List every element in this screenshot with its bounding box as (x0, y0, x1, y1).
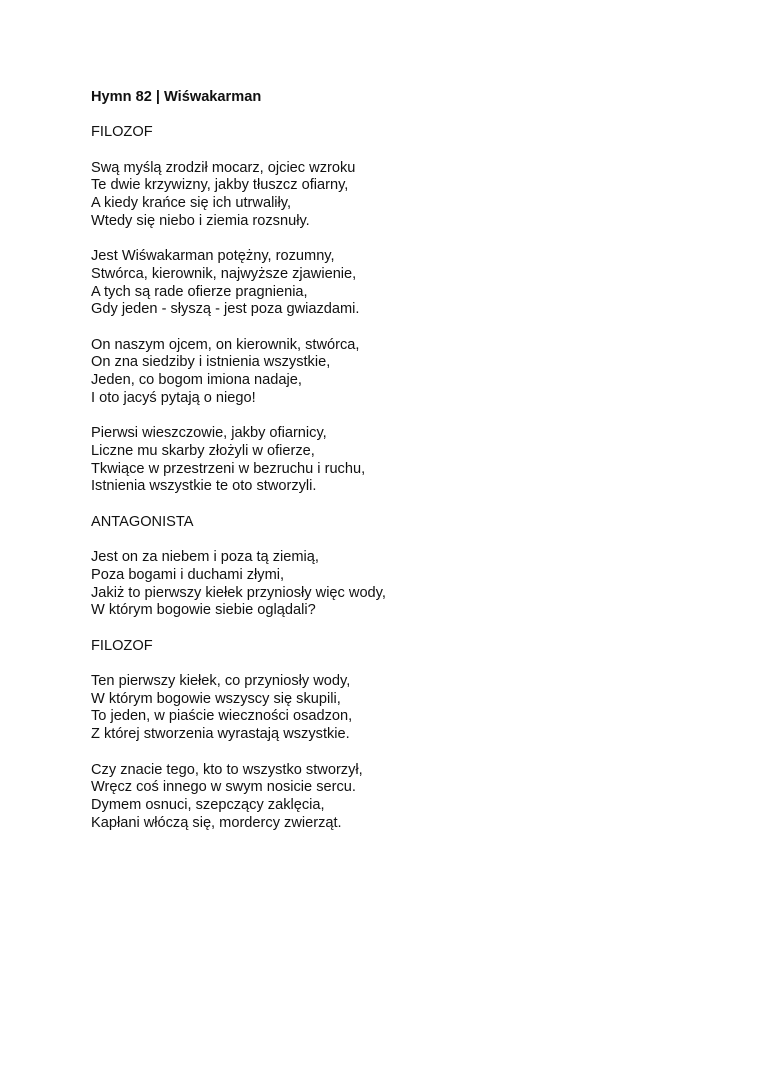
block-spacer (91, 744, 711, 762)
verse-line: Liczne mu skarby złożyli w ofierze, (91, 442, 315, 459)
block-spacer (91, 107, 711, 125)
verse-line: W którym bogowie siebie oglądali? (91, 602, 316, 619)
verse-line: Z której stworzenia wyrastają wszystkie. (91, 726, 350, 743)
stanza (91, 549, 711, 620)
verse-line: Swą myślą zrodził mocarz, ojciec wzroku (91, 159, 356, 176)
stanza (91, 160, 711, 231)
block-spacer (91, 496, 711, 514)
stanza (91, 425, 711, 496)
verse-line: A tych są rade ofierze pragnienia, (91, 283, 308, 300)
block-spacer (91, 231, 711, 249)
poem-body (91, 107, 711, 833)
stanza (91, 248, 711, 319)
verse-line: To jeden, w piaście wieczności osadzon, (91, 708, 353, 725)
block-spacer (91, 319, 711, 337)
speaker-label: FILOZOF (91, 637, 153, 654)
verse-line: Pierwsi wieszczowie, jakby ofiarnicy, (91, 425, 327, 442)
verse-line: Tkwiące w przestrzeni w bezruchu i ruchu, (91, 460, 366, 477)
verse-line: I oto jacyś pytają o niego! (91, 389, 256, 406)
verse-line: Ten pierwszy kiełek, co przyniosły wody, (91, 673, 351, 690)
verse-line: W którym bogowie wszyscy się skupili, (91, 690, 341, 707)
verse-line: Wtedy się niebo i ziemia rozsnuły. (91, 212, 310, 229)
block-spacer (91, 142, 711, 160)
verse-line: Jest Wiśwakarman potężny, rozumny, (91, 248, 335, 265)
document-page (91, 89, 711, 832)
stanza (91, 762, 711, 833)
verse-line: Jeden, co bogom imiona nadaje, (91, 372, 302, 389)
speaker-label: ANTAGONISTA (91, 513, 194, 530)
verse-line: Czy znacie tego, kto to wszystko stworzył, (91, 761, 363, 778)
stanza (91, 337, 711, 408)
block-spacer (91, 655, 711, 673)
verse-line: Istnienia wszystkie te oto stworzyli. (91, 478, 317, 495)
block-spacer (91, 408, 711, 426)
verse-line: Gdy jeden - słyszą - jest poza gwiazdami. (91, 301, 360, 318)
verse-line: On naszym ojcem, on kierownik, stwórca, (91, 336, 360, 353)
verse-line: Wręcz coś innego w swym nosicie sercu. (91, 779, 356, 796)
speaker-label: FILOZOF (91, 124, 153, 141)
verse-line: Stwórca, kierownik, najwyższe zjawienie, (91, 265, 357, 282)
block-spacer (91, 620, 711, 638)
verse-line: Kapłani włóczą się, mordercy zwierząt. (91, 814, 342, 831)
stanza (91, 673, 711, 744)
verse-line: On zna siedziby i istnienia wszystkie, (91, 354, 331, 371)
verse-line: Jakiż to pierwszy kiełek przyniosły więc wody, (91, 584, 386, 601)
verse-line: A kiedy krańce się ich utrwaliły, (91, 195, 292, 212)
block-spacer (91, 531, 711, 549)
verse-line: Te dwie krzywizny, jakby tłuszcz ofiarny, (91, 177, 349, 194)
verse-line: Jest on za niebem i poza tą ziemią, (91, 549, 319, 566)
verse-line: Dymem osnuci, szepczący zaklęcia, (91, 796, 325, 813)
verse-line: Poza bogami i duchami złymi, (91, 566, 285, 583)
document-title: Hymn 82 | Wiśwakarman (91, 89, 262, 105)
